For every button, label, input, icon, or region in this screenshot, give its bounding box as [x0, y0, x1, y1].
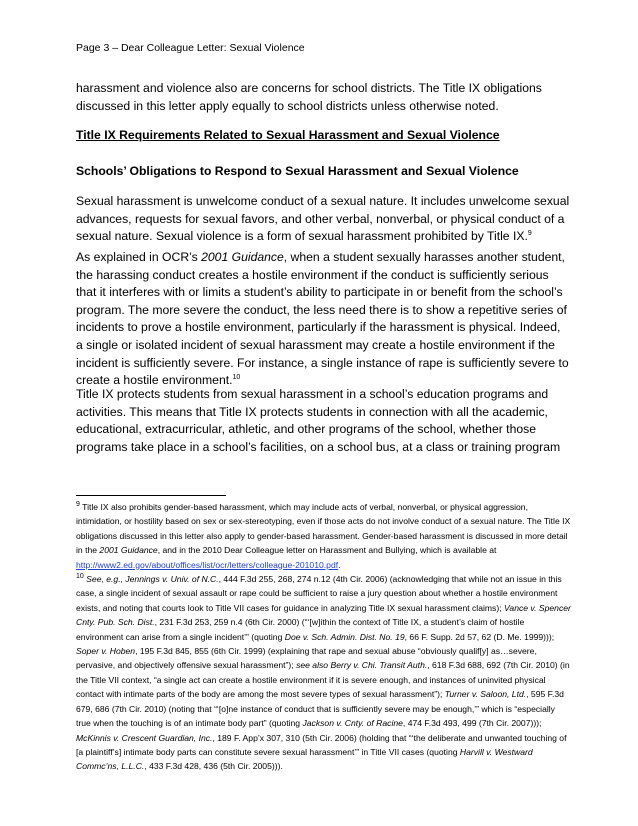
footnote-ref-9[interactable]: 9 — [527, 230, 532, 238]
hostile-environment-paragraph: As explained in OCR’s 2001 Guidance, when a student sexually harasses another student, the harassing conduct creates a hostile environment if the conduct is sufficiently serious that it interferes with or limits a student’s ability to participate in or benefit from the school’s program. The more severe the conduct, the less need there is to show a repetitive series of incidents to prove a hostile environment, particularly if the harassment is physical. Indeed, a single or isolated incident of sexual harassment may create a hostile environment if the incident is sufficiently severe. For instance, a single instance of rape is sufficiently severe to create a hostile environment.$^{10}$ — [76, 250, 569, 388]
section-heading: Title IX Requirements Related to Sexual Harassment and Sexual Violence — [76, 128, 500, 142]
definition-paragraph: Sexual harassment is unwelcome conduct of a sexual nature. It includes unwelcome sexual advances, requests for sexual favors, and other verbal, nonverbal, or physical conduct of a sexual nature. Sexual violence is a form of sexual harassment prohibited by Title IX.$^9$ — [76, 194, 570, 244]
footnote-9: $^9$ Title IX also prohibits gender-based harassment, which may include acts of verbal, nonverbal, or physical aggression, intimidation, or hostility based on sex or sex-stereotyping, even if those acts do not involve conduct of a sexual nature. The Title IX obligations discussed in this letter also apply to gender-based harassment. Gender-based harassment is discussed in more detail in the 2001 Guidance, and in the 2010 Dear Colleague letter on Harassment and Bullying, which is available at http://www2.ed.gov/about/offices/list/ocr/letters/colleague-201010.pdf. — [76, 501, 571, 570]
footnote-separator — [76, 495, 226, 496]
intro-paragraph: harassment and violence also are concerns for school districts. The Title IX obligations discussed in this letter apply equally to school districts unless otherwise noted. — [76, 81, 542, 113]
running-header: Page 3 – Dear Colleague Letter: Sexual Violence — [76, 42, 305, 54]
protection-paragraph: Title IX protects students from sexual harassment in a school’s education programs and activities. This means that Title IX protects students in connection with all the academic, educational, extracurricular, athletic, and other programs of the school, whether those programs take place in a school’s facilities, on a school bus, at a class or training program — [76, 387, 561, 454]
footnote-10: $^{10}$ See, e.g., Jennings v. Univ. of N.C., 444 F.3d 255, 268, 274 n.12 (4th Cir. 2006) (acknowledging that while not an issue in this case, a single incident of sexual assault or rape could be sufficient to raise a jury question about whether a hostile environment exists, and noting that courts look to Title VII cases for guidance in analyzing Title IX sexual harassment claims); Vance v. Spencer Cnty. Pub. Sch. Dist., 231 F.3d 253, 259 n.4 (6th Cir. 2000) (“‘[w]ithin the context of Title IX, a student’s claim of hostile environment can arise from a single incident’” (quoting Doe v. Sch. Admin. Dist. No. 19, 66 F. Supp. 2d 57, 62 (D. Me. 1999))); Soper v. Hoben, 195 F.3d 845, 855 (6th Cir. 1999) (explaining that rape and sexual abuse “obviously qualif[y] as…severe, pervasive, and objectively offensive sexual harassment”); see also Berry v. Chi. Transit Auth., 618 F.3d 688, 692 (7th Cir. 2010) (in the Title VII context, “a single act can create a hostile environment if it is severe enough, and instances of uninvited physical contact with intimate parts of the body are among the most severe types of sexual harassment”); Turner v. Saloon, Ltd., 595 F.3d 679, 686 (7th Cir. 2010) (noting that “‘[o]ne instance of conduct that is sufficiently severe may be enough,’” which is “especially true when the touching is of an intimate body part” (quoting Jackson v. Cnty. of Racine, 474 F.3d 493, 499 (7th Cir. 2007))); McKinnis v. Crescent Guardian, Inc., 189 F. App’x 307, 310 (5th Cir. 2006) (holding that “‘the deliberate and unwanted touching of [a plaintiff’s] intimate body parts can constitute severe sexual harassment’” in Title VII cases (quoting Harvill v. Westward Commc’ns, L.L.C., 433 F.3d 428, 436 (5th Cir. 2005))). — [76, 573, 571, 772]
footnotes — [76, 500, 572, 774]
colleague-letter-link[interactable]: http://www2.ed.gov/about/offices/list/ocr/letters/colleague-201010.pdf — [76, 559, 339, 570]
guidance-title: 2001 Guidance — [201, 250, 284, 264]
subsection-heading: Schools’ Obligations to Respond to Sexual Harassment and Sexual Violence — [76, 164, 519, 178]
footnote-ref-10[interactable]: 10 — [232, 374, 241, 382]
